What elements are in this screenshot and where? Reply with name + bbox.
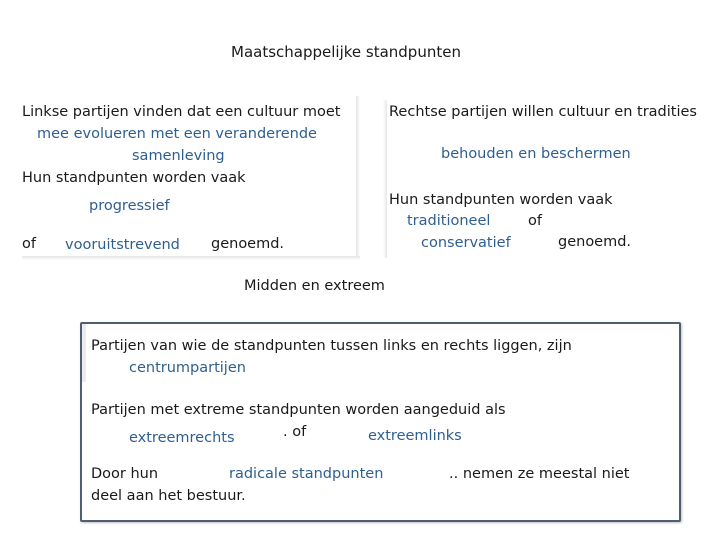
- left-of: of: [22, 236, 36, 252]
- left-line4: Hun standpunten worden vaak: [22, 170, 246, 186]
- bottom-p2-text: Partijen met extreme standpunten worden aangeduid als: [91, 402, 506, 418]
- right-line3: Hun standpunten worden vaak: [389, 192, 613, 208]
- bottom-p1-term: centrumpartijen: [129, 360, 246, 376]
- bottom-p1-text: Partijen van wie de standpunten tussen links en rechts liggen, zijn: [91, 338, 572, 354]
- right-end: genoemd.: [558, 234, 632, 250]
- bottom-p3-end: .. nemen ze meestal niet: [449, 466, 630, 482]
- left-line3: samenleving: [132, 148, 225, 164]
- right-line1: [389, 104, 697, 120]
- left-box-shadow-bottom: [22, 256, 360, 260]
- right-line2: behouden en beschermen: [441, 146, 631, 162]
- left-line1-rest: vinden dat een cultuur moet: [128, 104, 341, 120]
- right-line1-rest: willen cultuur en tradities: [507, 104, 697, 120]
- bottom-p3-line2: deel aan het bestuur.: [91, 488, 246, 504]
- bottom-p2-term-extreemlinks: extreemlinks: [368, 428, 462, 444]
- bottom-p2-of: . of: [283, 424, 307, 440]
- page-title: Maatschappelijke standpunten: [231, 43, 461, 61]
- right-of: of: [528, 213, 542, 229]
- right-box-shadow: [383, 100, 387, 258]
- right-heading: Rechtse partijen: [389, 104, 508, 120]
- left-end: genoemd.: [211, 236, 285, 252]
- left-term-progressief: progressief: [89, 198, 170, 214]
- right-term-traditioneel: traditioneel: [407, 213, 491, 229]
- section-subtitle: Midden en extreem: [244, 278, 385, 294]
- left-box-shadow: [356, 96, 360, 258]
- bottom-p3-term: radicale standpunten: [229, 466, 384, 482]
- bottom-p2-term-extreemrechts: extreemrechts: [129, 430, 235, 446]
- bottom-box-inner-shade: [82, 324, 86, 382]
- bottom-p3-start: Door hun: [91, 466, 159, 482]
- left-heading: Linkse partijen: [22, 104, 129, 120]
- left-line1: [22, 104, 340, 120]
- left-term-vooruitstrevend: vooruitstrevend: [65, 237, 180, 253]
- right-term-conservatief: conservatief: [421, 235, 511, 251]
- left-line2: mee evolueren met een veranderende: [37, 126, 317, 142]
